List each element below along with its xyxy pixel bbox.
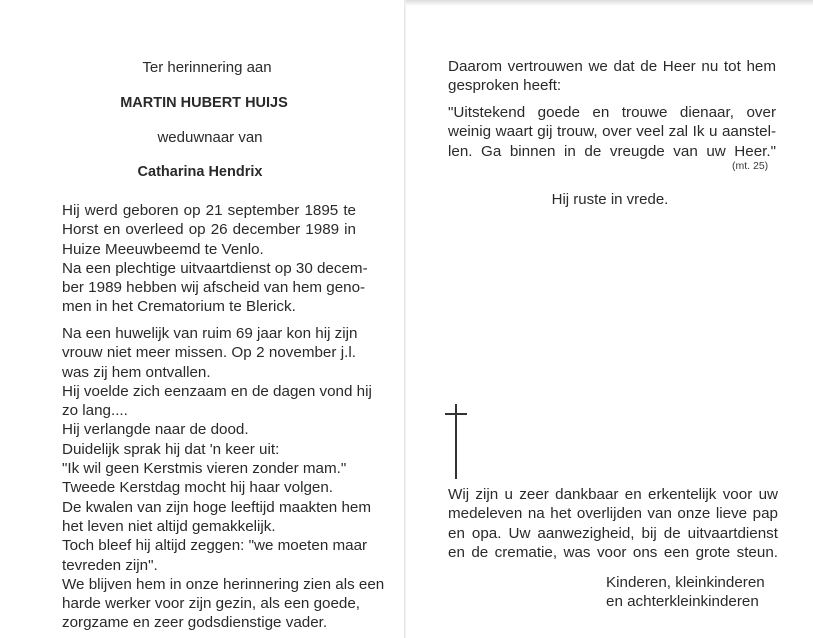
verse-line: "Uitstekend goede en trouwe dienaar, over: [448, 104, 776, 121]
signature-line: Kinderen, kleinkinderen: [606, 574, 765, 591]
memory-line: zorgzame en zeer godsdienstige vader.: [62, 614, 328, 632]
bible-verse: [448, 103, 776, 161]
deceased-name: MARTIN HUBERT HUIJS: [120, 95, 288, 111]
memory-line: harde werker voor zijn gezin, als een goede,: [62, 595, 361, 613]
thanks-line: en opa. Uw aanwezigheid, bij de uitvaartdienst: [448, 524, 778, 542]
intro-text: Ter herinnering aan: [142, 59, 272, 76]
thanks-line: medeleven na het overlijden van onze lieve pap: [448, 505, 778, 523]
bio-line: Horst en overleed op 26 december 1989 in: [62, 221, 356, 239]
memory-line: was zij hem ontvallen.: [62, 363, 211, 381]
verse-intro-line: Daarom vertrouwen we dat de Heer nu tot hem: [448, 58, 776, 75]
verse-line: weinig waart gij trouw, over veel zal Ik u aanstel-: [448, 123, 776, 141]
signature: [606, 573, 786, 612]
memory-line: Na een huwelijk van ruim 69 jaar kon hij zijn: [62, 325, 358, 342]
bio-line: Huize Meeuwbeemd te Venlo.: [62, 240, 264, 258]
memory-line: tevreden zijn".: [62, 556, 158, 574]
bio-line: Na een plechtige uitvaartdienst op 30 decem-: [62, 259, 368, 277]
memory-line: het leven niet altijd gemakkelijk.: [62, 517, 276, 535]
biography-paragraph: [62, 201, 368, 317]
memory-paragraph: [62, 324, 385, 633]
memory-line: "Ik wil geen Kerstmis vieren zonder mam.": [62, 460, 347, 478]
scan-edge: [404, 0, 813, 6]
verse-intro-line: gesproken heeft:: [448, 77, 562, 95]
relation-text: weduwnaar van: [157, 129, 263, 146]
verse-intro: [448, 57, 776, 96]
memory-line: Duidelijk sprak hij dat 'n keer uit:: [62, 440, 280, 458]
memory-line: Tweede Kerstdag mocht hij haar volgen.: [62, 479, 334, 497]
memory-line: Hij voelde zich eenzaam en de dagen vond hij: [62, 382, 372, 400]
thanks-line: Wij zijn u zeer dankbaar en erkentelijk voor uw: [448, 486, 778, 503]
bio-line: ber 1989 hebben wij afscheid van hem geno-: [62, 279, 366, 297]
verse-reference: (mt. 25): [732, 160, 769, 172]
memory-line: vrouw niet meer missen. Op 2 november j.l.: [62, 344, 356, 362]
verse-line: len. Ga binnen in de vreugde van uw Heer.": [448, 142, 776, 160]
bio-line: Hij werd geboren op 21 september 1895 te: [62, 202, 356, 219]
spouse-name: Catharina Hendrix: [137, 164, 263, 180]
bio-line: men in het Crematorium te Blerick.: [62, 298, 296, 316]
memory-line: Toch bleef hij altijd zeggen: "we moeten maar: [62, 537, 368, 555]
memory-line: Hij verlangde naar de dood.: [62, 421, 249, 439]
signature-line: en achterkleinkinderen: [606, 593, 759, 611]
thanks-line: en de crematie, was voor ons een grote steun.: [448, 543, 778, 561]
fold-line: [404, 0, 406, 638]
memory-line: De kwalen van zijn hoge leeftijd maakten hem: [62, 498, 371, 516]
thanks-paragraph: [448, 485, 778, 562]
rest-in-peace: Hij ruste in vrede.: [551, 191, 669, 208]
memory-line: We blijven hem in onze herinnering zien als een: [62, 575, 385, 593]
memory-line: zo lang....: [62, 402, 128, 420]
